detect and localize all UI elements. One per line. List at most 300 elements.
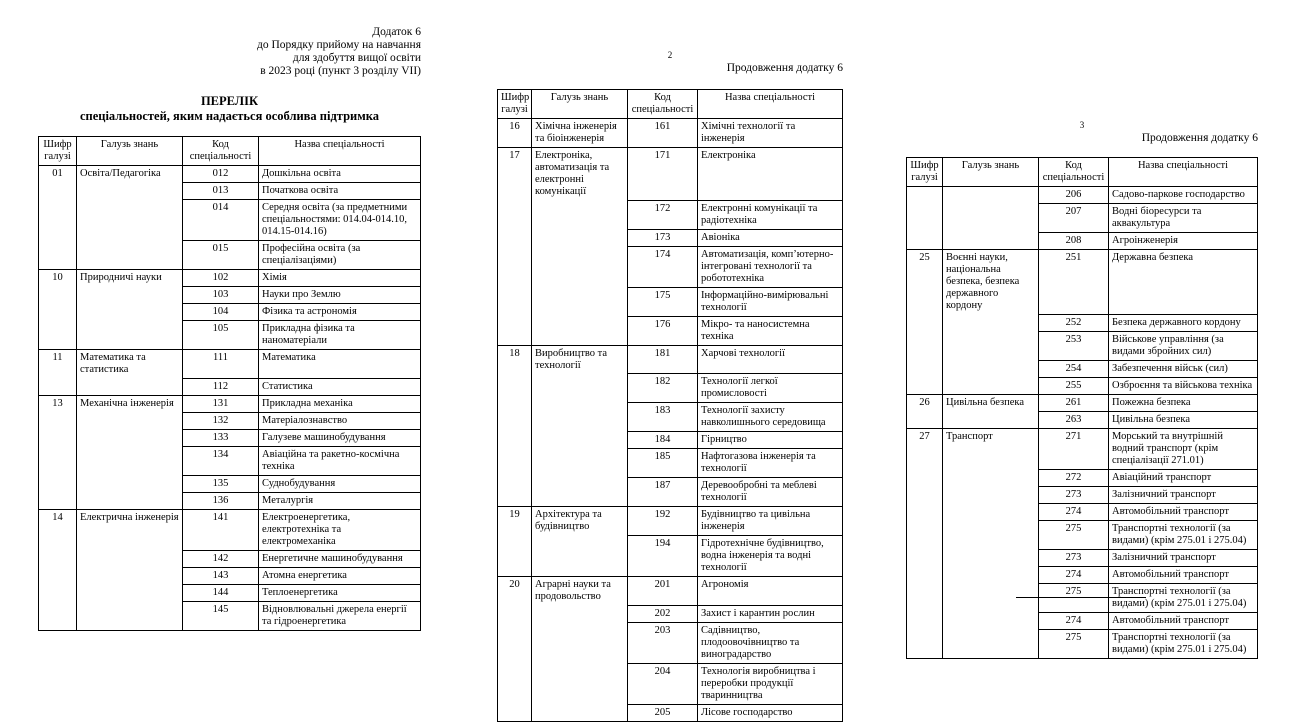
specialty-name: Нафтогазова інженерія та технології (698, 449, 843, 478)
field-name (943, 233, 1039, 250)
table-row (39, 446, 421, 475)
specialty-name: Матеріалознавство (259, 412, 421, 429)
field-code: 19 (498, 507, 532, 536)
header-line: Додаток 6 (372, 26, 421, 38)
table-row (907, 360, 1258, 377)
field-name (943, 486, 1039, 503)
specialty-name: Автомобільний транспорт (1109, 612, 1258, 629)
specialty-name: Деревообробні та меблеві технології (698, 478, 843, 507)
field-name: Хімічна інженерія та біоінженерія (532, 119, 628, 148)
field-code (39, 412, 77, 429)
field-code (39, 241, 77, 270)
table-row (907, 187, 1258, 204)
column-header: Назва спеціальності (259, 137, 421, 166)
field-code (907, 520, 943, 549)
field-code (39, 446, 77, 475)
column-header: Код спеціальності (183, 137, 259, 166)
specialty-code: 253 (1039, 331, 1109, 360)
specialty-code: 111 (183, 350, 259, 379)
specialty-name: Автоматизація, комп’ютерно-інтегровані технології та робототехніка (698, 246, 843, 287)
table-row (498, 374, 843, 403)
table-row (498, 577, 843, 606)
specialty-code: 103 (183, 287, 259, 304)
specialty-name: Авіоніка (698, 229, 843, 246)
specialty-name: Гірництво (698, 432, 843, 449)
field-name: Механічна інженерія (77, 395, 183, 412)
field-name: Цивільна безпека (943, 394, 1039, 411)
specialty-name: Водні біоресурси та аквакультура (1109, 204, 1258, 233)
specialty-name: Залізничний транспорт (1109, 486, 1258, 503)
table-row (907, 314, 1258, 331)
specialty-name: Будівництво та цивільна інженерія (698, 507, 843, 536)
field-name (943, 503, 1039, 520)
specialty-code: 184 (628, 432, 698, 449)
field-name (532, 287, 628, 316)
specialties-table-2 (497, 89, 843, 722)
field-name (77, 475, 183, 492)
field-name (532, 374, 628, 403)
field-name: Електроніка, автоматизація та електронні комунікації (532, 148, 628, 201)
field-name (943, 629, 1039, 658)
field-code: 18 (498, 345, 532, 374)
specialty-name: Агроінженерія (1109, 233, 1258, 250)
table-row (39, 584, 421, 601)
field-code (907, 566, 943, 583)
field-code (907, 204, 943, 233)
table-row (907, 331, 1258, 360)
field-name (77, 241, 183, 270)
specialty-code: 133 (183, 429, 259, 446)
specialty-code: 261 (1039, 394, 1109, 411)
field-name (532, 704, 628, 721)
specialty-code: 263 (1039, 411, 1109, 428)
specialty-code: 102 (183, 270, 259, 287)
field-code: 25 (907, 250, 943, 315)
specialty-code: 172 (628, 200, 698, 229)
field-code (907, 377, 943, 394)
specialty-name: Фізика та астрономія (259, 304, 421, 321)
specialty-code: 201 (628, 577, 698, 606)
field-name (77, 287, 183, 304)
field-code (907, 549, 943, 566)
field-name (943, 331, 1039, 360)
table-row (907, 411, 1258, 428)
table-row (498, 432, 843, 449)
table-row (907, 204, 1258, 233)
field-code (907, 360, 943, 377)
field-name (943, 612, 1039, 629)
specialty-code: 135 (183, 475, 259, 492)
specialty-name: Залізничний транспорт (1109, 549, 1258, 566)
specialty-name: Середня освіта (за предметними спеціальностями: 014.04-014.10, 014.15-014.16) (259, 200, 421, 241)
column-header: Шифр галузі (498, 90, 532, 119)
table-row (498, 605, 843, 622)
specialty-code: 206 (1039, 187, 1109, 204)
field-code (498, 200, 532, 229)
field-code (907, 187, 943, 204)
field-code (498, 403, 532, 432)
specialty-name: Атомна енергетика (259, 567, 421, 584)
page-3 (906, 120, 1258, 659)
field-code (907, 411, 943, 428)
specialty-code: 274 (1039, 612, 1109, 629)
specialty-code: 104 (183, 304, 259, 321)
field-code (498, 704, 532, 721)
table-row (39, 492, 421, 509)
field-name (77, 378, 183, 395)
page-2 (497, 50, 843, 722)
field-name: Виробництво та технології (532, 345, 628, 374)
field-name (77, 601, 183, 630)
field-name (943, 411, 1039, 428)
table-row (907, 233, 1258, 250)
specialty-name: Інформаційно-вимірювальні технології (698, 287, 843, 316)
field-name (77, 550, 183, 567)
specialty-name: Статистика (259, 378, 421, 395)
column-header: Галузь знань (943, 158, 1039, 187)
field-code (39, 429, 77, 446)
specialty-code: 145 (183, 601, 259, 630)
table-row (498, 345, 843, 374)
field-name (943, 204, 1039, 233)
column-header: Галузь знань (532, 90, 628, 119)
specialty-code: 273 (1039, 486, 1109, 503)
table-row (498, 507, 843, 536)
column-header: Шифр галузі (39, 137, 77, 166)
field-name (77, 429, 183, 446)
table-header-row (498, 90, 843, 119)
specialty-code: 208 (1039, 233, 1109, 250)
specialty-name: Автомобільний транспорт (1109, 566, 1258, 583)
column-header: Назва спеціальності (1109, 158, 1258, 187)
specialty-code: 273 (1039, 549, 1109, 566)
field-name: Архітектура та будівництво (532, 507, 628, 536)
field-name: Електрична інженерія (77, 509, 183, 550)
continuation-label: Продовження додатку 6 (1141, 132, 1258, 144)
specialty-name: Садово-паркове господарство (1109, 187, 1258, 204)
specialty-name: Озброєння та військова техніка (1109, 377, 1258, 394)
field-name (532, 536, 628, 577)
table-row (39, 321, 421, 350)
field-name (77, 584, 183, 601)
field-name (532, 403, 628, 432)
specialty-name: Суднобудування (259, 475, 421, 492)
specialty-name: Науки про Землю (259, 287, 421, 304)
specialty-name: Теплоенергетика (259, 584, 421, 601)
specialty-name: Забезпечення військ (сил) (1109, 360, 1258, 377)
field-name (532, 449, 628, 478)
field-name (943, 187, 1039, 204)
field-code (907, 503, 943, 520)
specialty-code: 176 (628, 316, 698, 345)
field-name (532, 246, 628, 287)
page-number: 2 (667, 50, 673, 60)
specialty-code: 207 (1039, 204, 1109, 233)
signature-line (1016, 597, 1146, 598)
table-row (907, 394, 1258, 411)
specialty-code: 272 (1039, 469, 1109, 486)
table-row (907, 520, 1258, 549)
specialty-name: Автомобільний транспорт (1109, 503, 1258, 520)
table-row (39, 601, 421, 630)
field-name (77, 567, 183, 584)
specialty-code: 174 (628, 246, 698, 287)
specialty-name: Електроенергетика, електротехніка та електромеханіка (259, 509, 421, 550)
table-row (39, 166, 421, 183)
table-row (498, 449, 843, 478)
table-row (498, 148, 843, 201)
specialty-code: 194 (628, 536, 698, 577)
specialty-name: Державна безпека (1109, 250, 1258, 315)
specialty-name: Енергетичне машинобудування (259, 550, 421, 567)
field-code (498, 449, 532, 478)
specialty-name: Галузеве машинобудування (259, 429, 421, 446)
field-code (39, 601, 77, 630)
specialty-code: 254 (1039, 360, 1109, 377)
table-row (907, 250, 1258, 315)
specialty-code: 173 (628, 229, 698, 246)
field-name (532, 200, 628, 229)
specialty-code: 203 (628, 622, 698, 663)
field-code (907, 629, 943, 658)
field-name (943, 314, 1039, 331)
field-name (532, 229, 628, 246)
field-code (498, 536, 532, 577)
field-code (39, 567, 77, 584)
specialty-name: Електроніка (698, 148, 843, 201)
table-row (498, 663, 843, 704)
specialty-name: Мікро- та наносистемна техніка (698, 316, 843, 345)
table-row (498, 316, 843, 345)
specialty-name: Прикладна механіка (259, 395, 421, 412)
table-row (39, 287, 421, 304)
specialty-code: 141 (183, 509, 259, 550)
specialty-name: Електронні комунікації та радіотехніка (698, 200, 843, 229)
specialty-code: 202 (628, 605, 698, 622)
table-header-row (39, 137, 421, 166)
field-code (907, 331, 943, 360)
table-row (39, 200, 421, 241)
table-row (498, 287, 843, 316)
field-name (532, 432, 628, 449)
table-row (907, 428, 1258, 469)
field-code: 16 (498, 119, 532, 148)
header-line: в 2023 році (пункт 3 розділу VII) (260, 65, 421, 77)
table-row (39, 550, 421, 567)
specialty-name: Транспортні технології (за видами) (крім 275.01 і 275.04) (1109, 520, 1258, 549)
field-code (39, 321, 77, 350)
table-row (907, 469, 1258, 486)
specialty-code: 012 (183, 166, 259, 183)
specialty-name: Захист і карантин рослин (698, 605, 843, 622)
field-code (39, 304, 77, 321)
specialty-code: 144 (183, 584, 259, 601)
specialty-code: 136 (183, 492, 259, 509)
field-name: Освіта/Педагогіка (77, 166, 183, 183)
table-row (498, 403, 843, 432)
field-code (39, 183, 77, 200)
specialty-code: 183 (628, 403, 698, 432)
specialty-name: Хімія (259, 270, 421, 287)
field-code (907, 314, 943, 331)
field-code (498, 663, 532, 704)
table-row (39, 567, 421, 584)
table-row (907, 549, 1258, 566)
specialty-code: 175 (628, 287, 698, 316)
specialty-name: Лісове господарство (698, 704, 843, 721)
specialty-code: 182 (628, 374, 698, 403)
specialty-code: 275 (1039, 629, 1109, 658)
field-code (907, 486, 943, 503)
field-name (943, 469, 1039, 486)
specialty-code: 181 (628, 345, 698, 374)
field-code: 13 (39, 395, 77, 412)
specialty-name: Хімічні технології та інженерія (698, 119, 843, 148)
column-header: Код спеціальності (1039, 158, 1109, 187)
table-row (907, 566, 1258, 583)
field-code (498, 229, 532, 246)
field-code (498, 374, 532, 403)
table-row (39, 241, 421, 270)
specialty-code: 014 (183, 200, 259, 241)
specialty-name: Відновлювальні джерела енергії та гідроенергетика (259, 601, 421, 630)
specialty-code: 142 (183, 550, 259, 567)
specialty-name: Дошкільна освіта (259, 166, 421, 183)
specialty-name: Транспортні технології (за видами) (крім 275.01 і 275.04) (1109, 583, 1258, 612)
field-code: 01 (39, 166, 77, 183)
header-line: для здобуття вищої освіти (292, 52, 421, 64)
field-name: Аграрні науки та продовольство (532, 577, 628, 606)
appendix-header (38, 26, 421, 78)
table-row (907, 503, 1258, 520)
column-header: Галузь знань (77, 137, 183, 166)
specialty-code: 134 (183, 446, 259, 475)
specialty-code: 143 (183, 567, 259, 584)
specialty-code: 185 (628, 449, 698, 478)
field-name (77, 446, 183, 475)
specialty-code: 192 (628, 507, 698, 536)
specialty-name: Транспортні технології (за видами) (крім 275.01 і 275.04) (1109, 629, 1258, 658)
field-name (532, 663, 628, 704)
specialty-code: 132 (183, 412, 259, 429)
header-line: до Порядку прийому на навчання (257, 39, 421, 51)
field-code: 26 (907, 394, 943, 411)
field-code (39, 287, 77, 304)
specialty-name: Агрономія (698, 577, 843, 606)
specialty-name: Садівництво, плодоовочівництво та виноградарство (698, 622, 843, 663)
field-code (498, 478, 532, 507)
table-header-row (907, 158, 1258, 187)
field-code (39, 378, 77, 395)
specialty-code: 015 (183, 241, 259, 270)
table-row (907, 486, 1258, 503)
field-code (39, 475, 77, 492)
table-row (907, 612, 1258, 629)
field-code (498, 432, 532, 449)
field-name: Математика та статистика (77, 350, 183, 379)
field-name (943, 566, 1039, 583)
field-code (907, 233, 943, 250)
field-name (532, 605, 628, 622)
specialty-code: 275 (1039, 520, 1109, 549)
specialty-name: Пожежна безпека (1109, 394, 1258, 411)
column-header: Назва спеціальності (698, 90, 843, 119)
specialty-name: Морський та внутрішній водний транспорт (крім спеціалізації 271.01) (1109, 428, 1258, 469)
field-code: 11 (39, 350, 77, 379)
specialty-code: 171 (628, 148, 698, 201)
table-row (498, 478, 843, 507)
field-name (532, 478, 628, 507)
table-row (498, 200, 843, 229)
specialty-code: 275 (1039, 583, 1109, 612)
document-subtitle: спеціальностей, яким надається особлива підтримка (79, 109, 380, 123)
specialty-code: 255 (1039, 377, 1109, 394)
table-row (907, 377, 1258, 394)
column-header: Шифр галузі (907, 158, 943, 187)
specialty-name: Прикладна фізика та наноматеріали (259, 321, 421, 350)
specialty-code: 112 (183, 378, 259, 395)
field-code (39, 200, 77, 241)
field-name (77, 304, 183, 321)
specialty-name: Авіаційна та ракетно-космічна техніка (259, 446, 421, 475)
table-row (39, 412, 421, 429)
table-row (39, 429, 421, 446)
table-row (498, 229, 843, 246)
table-row (39, 183, 421, 200)
specialty-name: Технології захисту навколишнього середовища (698, 403, 843, 432)
specialty-code: 131 (183, 395, 259, 412)
table-row (498, 119, 843, 148)
specialty-code: 161 (628, 119, 698, 148)
field-name (77, 321, 183, 350)
specialty-name: Військове управління (за видами збройних сил) (1109, 331, 1258, 360)
field-code: 27 (907, 428, 943, 469)
field-name (943, 360, 1039, 377)
field-name (77, 183, 183, 200)
specialty-name: Металургія (259, 492, 421, 509)
specialty-name: Технологія виробництва і переробки продукції тваринництва (698, 663, 843, 704)
document-title: ПЕРЕЛІК (200, 94, 259, 108)
specialty-name: Цивільна безпека (1109, 411, 1258, 428)
field-name: Транспорт (943, 428, 1039, 469)
table-row (39, 304, 421, 321)
field-code (39, 584, 77, 601)
field-code (907, 469, 943, 486)
table-row (39, 509, 421, 550)
field-name (943, 520, 1039, 549)
specialty-name: Математика (259, 350, 421, 379)
specialties-table-3 (906, 157, 1258, 659)
field-name: Природничі науки (77, 270, 183, 287)
table-row (39, 475, 421, 492)
specialties-table-1 (38, 136, 421, 631)
table-row (39, 350, 421, 379)
specialty-code: 274 (1039, 566, 1109, 583)
specialty-code: 204 (628, 663, 698, 704)
field-code (907, 583, 943, 612)
table-row (39, 270, 421, 287)
specialty-code: 271 (1039, 428, 1109, 469)
field-code: 10 (39, 270, 77, 287)
continuation-label: Продовження додатку 6 (726, 62, 843, 74)
field-code (498, 287, 532, 316)
specialty-name: Гідротехнічне будівництво, водна інженерія та водні технології (698, 536, 843, 577)
specialty-code: 274 (1039, 503, 1109, 520)
field-name (943, 549, 1039, 566)
field-name (77, 200, 183, 241)
column-header: Код спеціальності (628, 90, 698, 119)
field-name: Воєнні науки, національна безпека, безпека державного кордону (943, 250, 1039, 315)
